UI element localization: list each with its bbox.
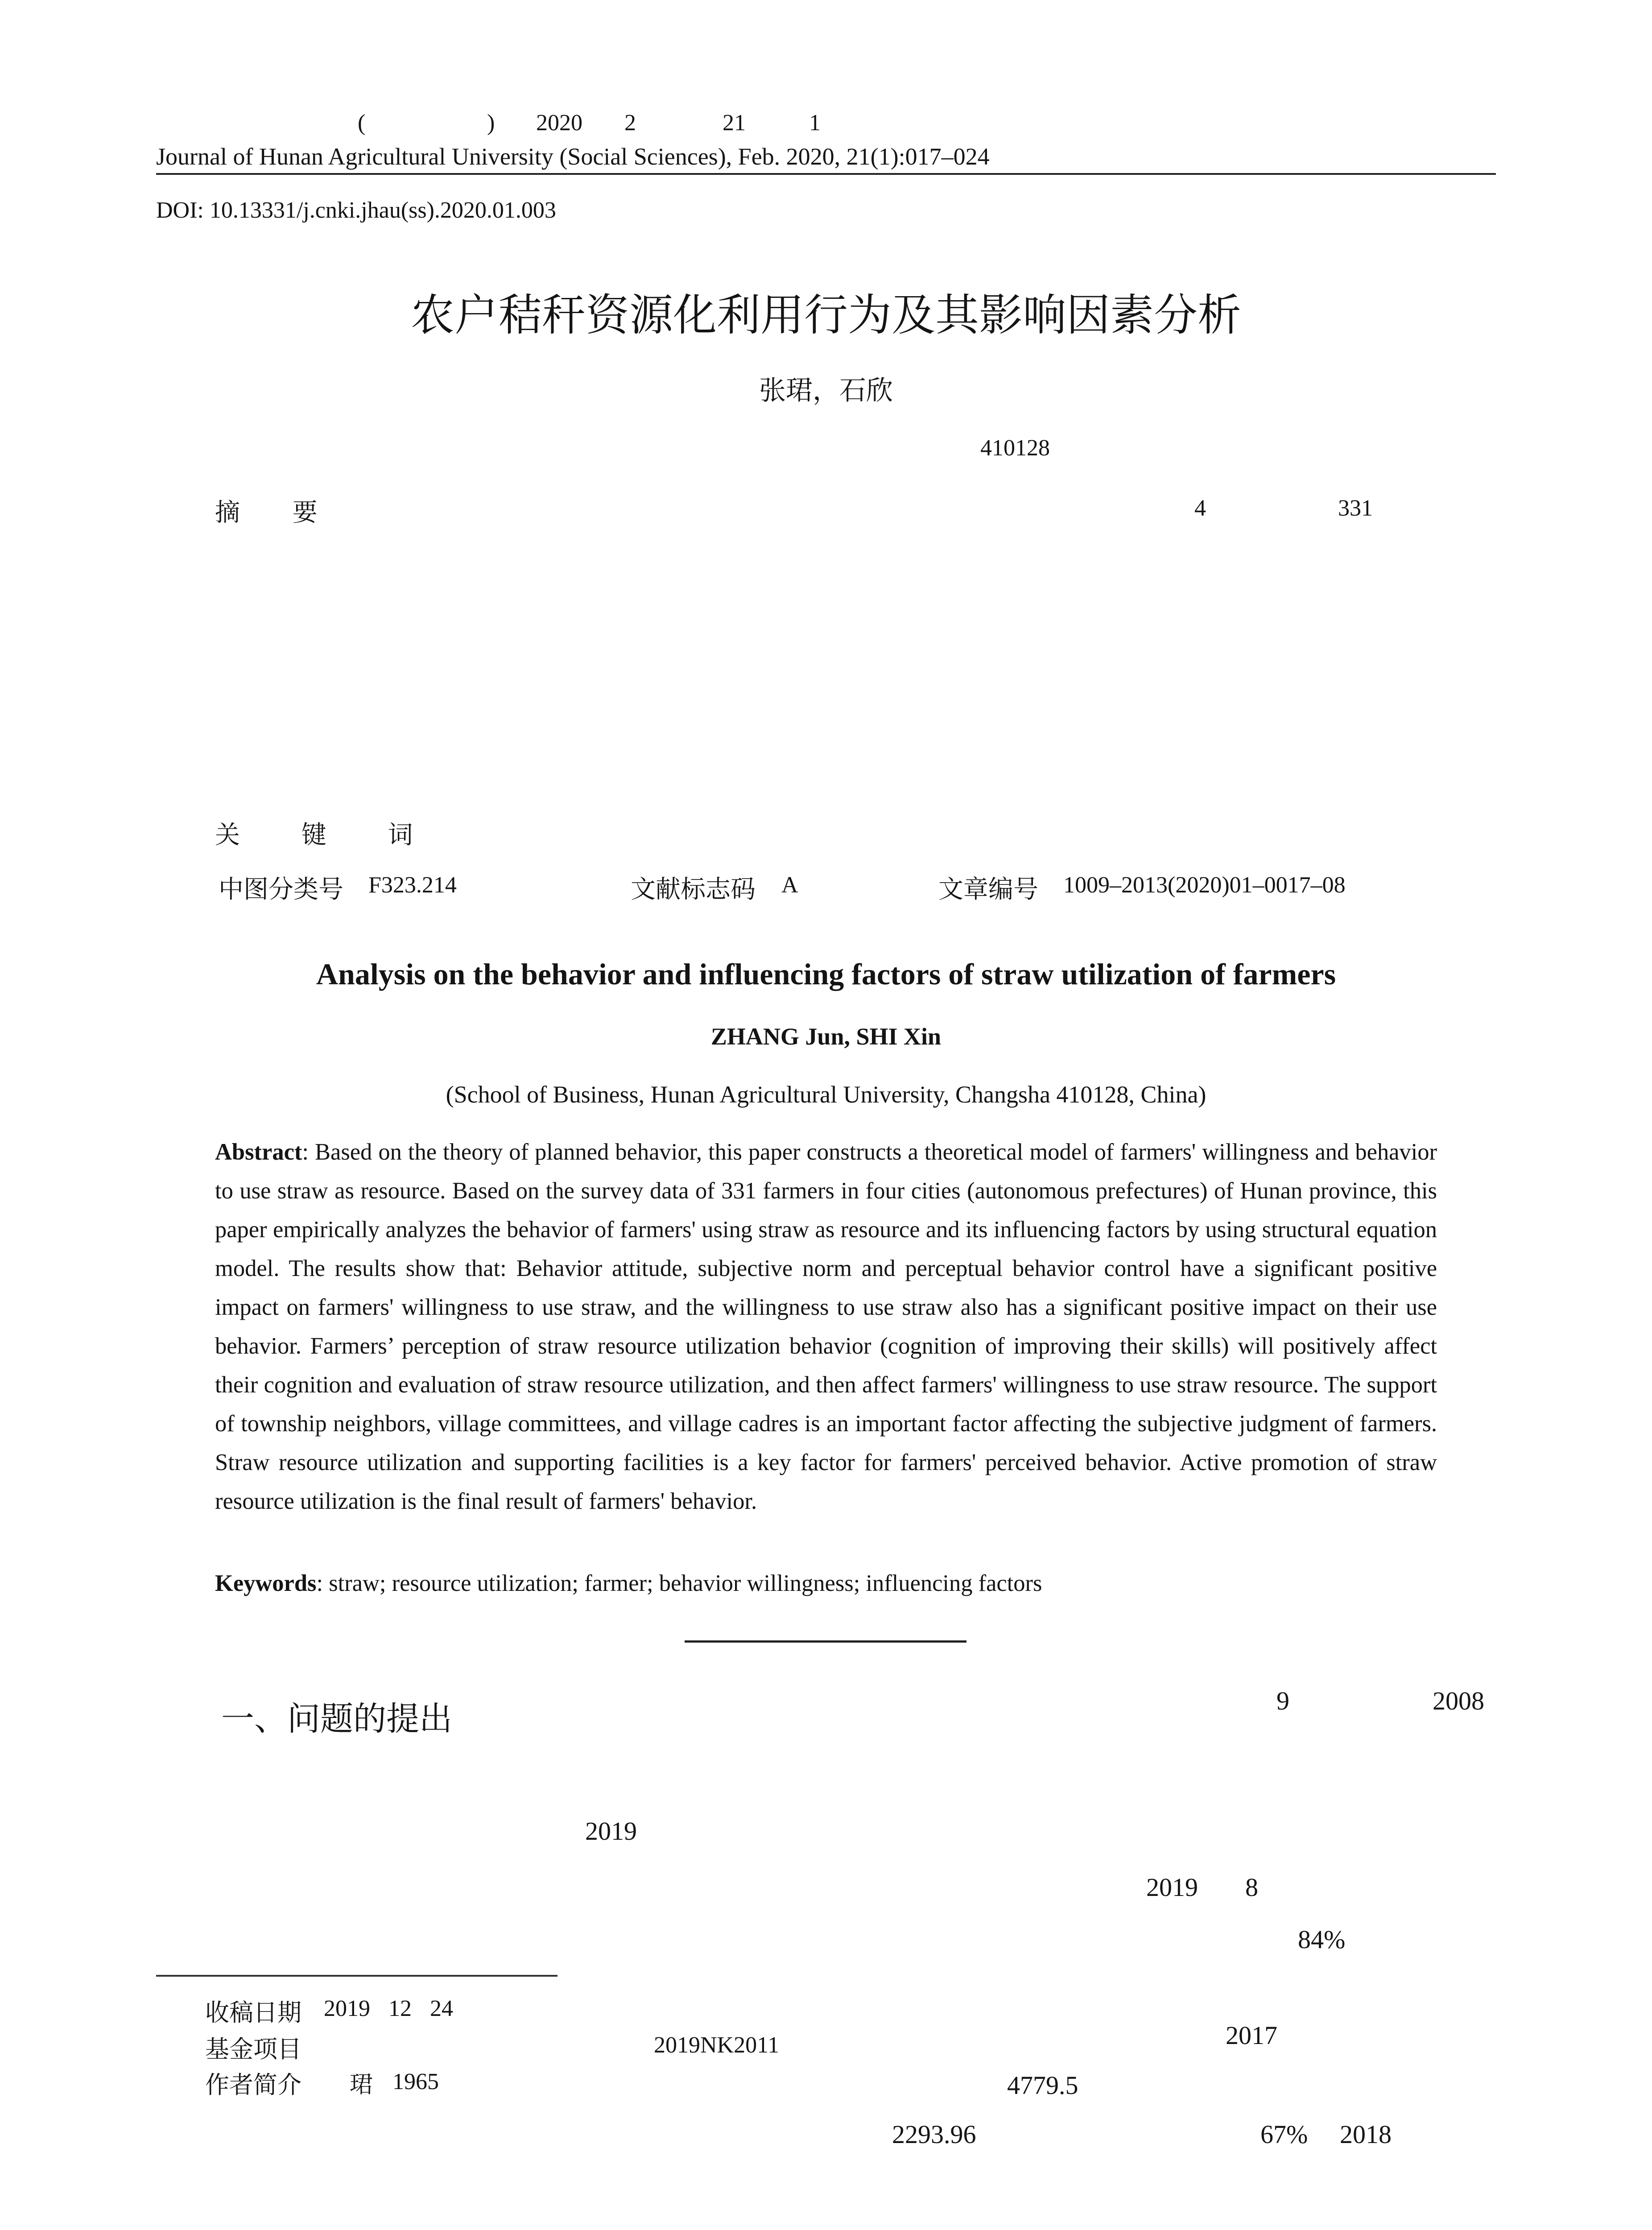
- authors-cn: 张珺，石欣: [759, 375, 893, 406]
- body-number: 9: [1276, 1686, 1289, 1715]
- keywords-en: [215, 1570, 1042, 1597]
- doi: DOI: 10.13331/j.cnki.jhau(ss).2020.01.003: [156, 198, 556, 223]
- abstract-text-en: : Based on the theory of planned behavior, this paper constructs a theoretical model of farmers' willingness and behavior to use straw as resource. Based on the survey data of 331 farmers in four cities (autonomous prefectures) of Hunan province, this paper empirically analyzes the behavior of farmers' using straw as resource and its influencing factors by using structural equation model. The results show that: Behavior attitude, subjective norm and perceptual behavior control have a significant positive impact on farmers' willingness to use straw, and the willingness to use straw also has a significant positive impact on their use behavior. Farmers’ perception of straw resource utilization behavior (cognition of improving their skills) will positively affect their cognition and evaluation of straw resource utilization, and then affect farmers' willingness to use straw resource. The support of township neighbors, village committees, and village cadres is an important factor affecting the subjective judgment of farmers. Straw resource utilization and supporting facilities is a key factor for farmers' perceived behavior. Active promotion of straw resource utilization is the final result of farmers' behavior.: [215, 1139, 1437, 1514]
- clc-value: F323.214: [368, 872, 457, 898]
- footnote-rule: [156, 1975, 558, 1977]
- header-paren-open: (: [358, 110, 366, 136]
- author-name-char: 珺: [350, 2072, 373, 2098]
- body-number: 8: [1245, 1873, 1258, 1902]
- authors-en: ZHANG Jun, SHI Xin: [710, 1023, 942, 1050]
- fund-value: 2019NK2011: [654, 2032, 780, 2058]
- header-volume: 21: [723, 110, 746, 136]
- abstract-number: 331: [1338, 496, 1373, 521]
- journal-header-line2: Journal of Hunan Agricultural University (Social Sciences), Feb. 2020, 21(1):017–024: [156, 143, 990, 170]
- article-title-cn: 农户秸秆资源化利用行为及其影响因素分析: [410, 290, 1241, 341]
- doc-code-label: 文献标志码: [631, 875, 756, 904]
- section-heading: 一、问题的提出: [221, 1700, 452, 1738]
- section-separator: [685, 1640, 966, 1643]
- keywords-label-en: Keywords: [215, 1570, 317, 1596]
- abstract-number: 4: [1194, 496, 1206, 521]
- received-value: 2019 12 24: [324, 1996, 453, 2021]
- abstract-en: [215, 1133, 1437, 1521]
- body-number: 2019: [585, 1817, 637, 1846]
- body-number: 2018: [1340, 2120, 1392, 2149]
- body-number: 84%: [1298, 1925, 1346, 1954]
- author-label: 作者简介: [205, 2071, 301, 2099]
- received-label: 收稿日期: [205, 1999, 301, 2027]
- body-number: 67%: [1260, 2120, 1308, 2149]
- keywords-text-en: : straw; resource utilization; farmer; behavior willingness; influencing factors: [316, 1570, 1042, 1596]
- body-number: 2293.96: [892, 2120, 976, 2149]
- body-number: 2017: [1226, 2021, 1277, 2050]
- body-number: 4779.5: [1007, 2071, 1078, 2100]
- article-no-label: 文章编号: [938, 875, 1038, 904]
- header-paren-close: ): [487, 110, 495, 136]
- doc-code-value: A: [781, 872, 798, 898]
- affiliation-en: (School of Business, Hunan Agricultural University, Changsha 410128, China): [446, 1081, 1206, 1108]
- keywords-label-cn: 关 键 词: [215, 821, 440, 850]
- author-birth-year: 1965: [392, 2069, 439, 2094]
- affiliation-postcode: 410128: [980, 435, 1050, 461]
- fund-label: 基金项目: [205, 2035, 301, 2063]
- header-month: 2: [624, 110, 636, 136]
- article-title-en: Analysis on the behavior and influencing factors of straw utilization of farmers: [316, 957, 1336, 991]
- journal-header-line1: [156, 110, 870, 138]
- body-number: 2019: [1146, 1873, 1198, 1902]
- clc-label: 中图分类号: [219, 875, 343, 904]
- header-rule: [156, 173, 1496, 175]
- body-number: 2008: [1433, 1686, 1484, 1715]
- header-issue: 1: [809, 110, 821, 136]
- header-year: 2020: [536, 110, 582, 136]
- article-no-value: 1009–2013(2020)01–0017–08: [1063, 872, 1346, 898]
- abstract-label-en: Abstract: [215, 1139, 302, 1165]
- abstract-label-cn: 摘 要: [215, 498, 340, 527]
